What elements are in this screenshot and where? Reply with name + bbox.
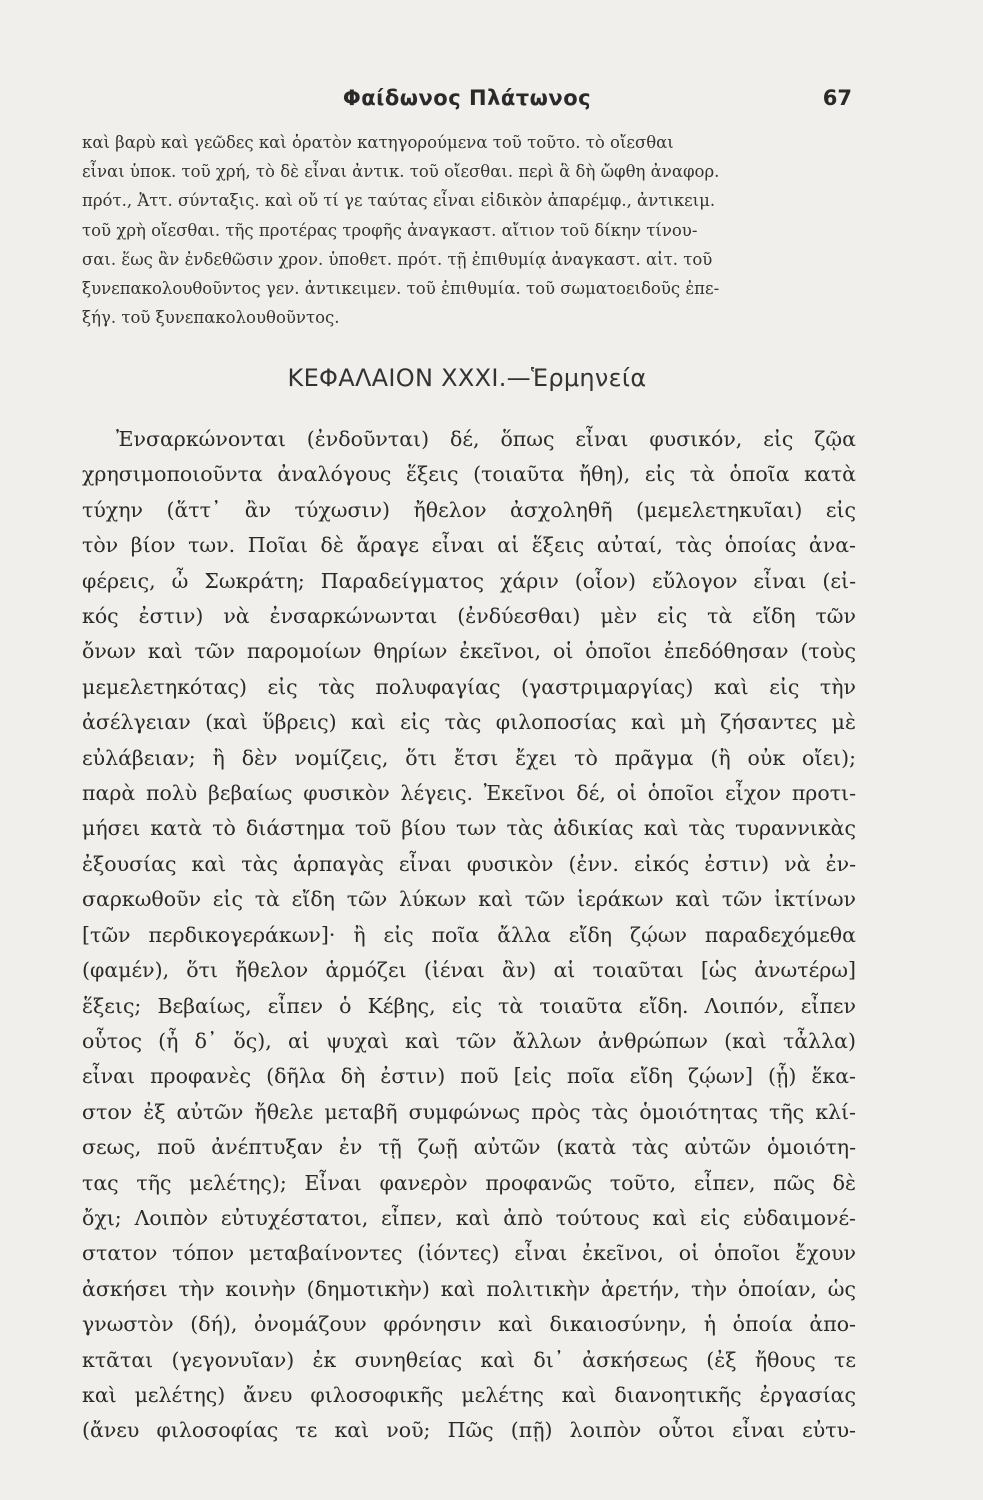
- notes-line: ξυνεπακολουθοῦντος γεν. ἀντικειμεν. τοῦ ἐπιθυμία. τοῦ σωματοειδοῦς ἐπε-: [82, 279, 720, 299]
- chapter-heading: ΚΕΦΑΛΑΙΟΝ XXXI.—Ἑρμηνεία: [287, 364, 647, 392]
- notes-block: [82, 128, 854, 332]
- body-line: καὶ μελέτης) ἄνευ φιλοσοφικῆς μελέτης καὶ διανοητικῆς ἐργασίας: [82, 1382, 856, 1407]
- notes-line: ξήγ. τοῦ ξυνεπακολουθοῦντος.: [82, 308, 340, 328]
- body-line: ἐξουσίας καὶ τὰς ἁρπαγὰς εἶναι φυσικὸν (ἐνν. εἰκός ἐστιν) νὰ ἐν-: [82, 851, 856, 876]
- body-line: οὗτος (ἦ δ᾽ ὅς), αἱ ψυχαὶ καὶ τῶν ἄλλων ἀνθρώπων (καὶ τἆλλα): [82, 1028, 856, 1053]
- page-header: [82, 86, 852, 120]
- body-line: κτᾶται (γεγονυῖαν) ἐκ συνηθείας καὶ δι᾽ ἀσκήσεως (ἐξ ἤθους τε: [82, 1347, 856, 1372]
- body-text: [82, 422, 856, 1449]
- body-line: ἀσκήσει τὴν κοινὴν (δημοτικὴν) καὶ πολιτικὴν ἀρετήν, τὴν ὁποίαν, ὡς: [82, 1276, 856, 1301]
- body-line: ὄνων καὶ τῶν παρομοίων θηρίων ἐκεῖνοι, οἱ ὁποῖοι ἐπεδόθησαν (τοὺς: [82, 639, 856, 664]
- notes-line: πρότ., Ἀττ. σύνταξις. καὶ οὔ τί γε ταύτας εἶναι εἰδικὸν ἀπαρέμφ., ἀντικειμ.: [82, 191, 716, 211]
- body-line: μήσει κατὰ τὸ διάστημα τοῦ βίου των τὰς ἀδικίας καὶ τὰς τυραννικὰς: [82, 816, 856, 841]
- body-line: ἀσέλγειαν (καὶ ὕβρεις) καὶ εἰς τὰς φιλοποσίας καὶ μὴ ζήσαντες μὲ: [82, 710, 856, 735]
- body-line: γνωστὸν (δή), ὀνομάζουν φρόνησιν καὶ δικαιοσύνην, ἡ ὁποία ἀπο-: [82, 1312, 856, 1337]
- page-number: 67: [822, 86, 852, 110]
- body-line: ὄχι; Λοιπὸν εὐτυχέστατοι, εἶπεν, καὶ ἀπὸ τούτους καὶ εἰς εὐδαιμονέ-: [82, 1205, 856, 1230]
- notes-line: εἶναι ὑποκ. τοῦ χρή, τὸ δὲ εἶναι ἀντικ. τοῦ οἴεσθαι. περὶ ἃ δὴ ὤφθη ἀναφορ.: [82, 162, 720, 182]
- body-line: κός ἐστιν) νὰ ἐνσαρκώνωνται (ἐνδύεσθαι) μὲν εἰς τὰ εἴδη τῶν: [82, 604, 856, 629]
- body-line: σεως, ποῦ ἀνέπτυξαν ἐν τῇ ζωῇ αὐτῶν (κατὰ τὰς αὐτῶν ὁμοιότη-: [82, 1135, 856, 1160]
- body-line: τὸν βίον των. Ποῖαι δὲ ἄραγε εἶναι αἱ ἕξεις αὐταί, τὰς ὁποίας ἀνα-: [82, 533, 856, 558]
- body-line: στον ἐξ αὐτῶν ἤθελε μεταβῆ συμφώνως πρὸς τὰς ὁμοιότητας τῆς κλί-: [82, 1099, 856, 1124]
- body-line: Ἐνσαρκώνονται (ἐνδοῦνται) δέ, ὅπως εἶναι φυσικόν, εἰς ζῷα: [116, 427, 856, 451]
- notes-line: τοῦ χρὴ οἴεσθαι. τῆς προτέρας τροφῆς ἀναγκαστ. αἴτιον τοῦ δίκην τίνου-: [82, 220, 698, 240]
- notes-line: σαι. ἕως ἂν ἐνδεθῶσιν χρον. ὑποθετ. πρότ. τῇ ἐπιθυμίᾳ ἀναγκαστ. αἰτ. τοῦ: [82, 249, 713, 269]
- running-title: Φαίδωνος Πλάτωνος: [342, 86, 592, 110]
- body-line: στατον τόπον μεταβαίνοντες (ἰόντες) εἶναι ἐκεῖνοι, οἱ ὁποῖοι ἔχουν: [82, 1241, 856, 1266]
- body-line: [τῶν περδικογεράκων]· ἢ εἰς ποῖα ἄλλα εἴδη ζῴων παραδεχόμεθα: [82, 922, 856, 947]
- notes-line: καὶ βαρὺ καὶ γεῶδες καὶ ὁρατὸν κατηγορούμενα τοῦ τοῦτο. τὸ οἴεσθαι: [82, 133, 674, 152]
- body-line: (ἄνευ φιλοσοφίας τε καὶ νοῦ; Πῶς (πῇ) λοιπὸν οὗτοι εἶναι εὐτυ-: [82, 1418, 856, 1443]
- body-line: ἕξεις; Βεβαίως, εἶπεν ὁ Κέβης, εἰς τὰ τοιαῦτα εἴδη. Λοιπόν, εἶπεν: [82, 993, 856, 1018]
- body-line: σαρκωθοῦν εἰς τὰ εἴδη τῶν λύκων καὶ τῶν ἱεράκων καὶ τῶν ἰκτίνων: [82, 887, 856, 912]
- body-line: τύχην (ἅττ᾽ ἂν τύχωσιν) ἤθελον ἀσχοληθῆ (μεμελετηκυῖαι) εἰς: [82, 497, 856, 522]
- body-line: εἶναι προφανὲς (δῆλα δὴ ἐστιν) ποῦ [εἰς ποῖα εἴδη ζῴων] (ᾗ) ἕκα-: [82, 1064, 856, 1089]
- body-line: μεμελετηκότας) εἰς τὰς πολυφαγίας (γαστριμαργίας) καὶ εἰς τὴν: [82, 674, 856, 699]
- body-line: (φαμέν), ὅτι ἤθελον ἁρμόζει (ἰέναι ἂν) αἱ τοιαῦται [ὡς ἀνωτέρω]: [82, 958, 856, 983]
- body-line: χρησιμοποιοῦντα ἀναλόγους ἕξεις (τοιαῦτα ἤθη), εἰς τὰ ὁποῖα κατὰ: [82, 462, 856, 487]
- body-line: τας τῆς μελέτης); Εἶναι φανερὸν προφανῶς τοῦτο, εἶπεν, πῶς δὲ: [82, 1170, 856, 1195]
- body-line: παρὰ πολὺ βεβαίως φυσικὸν λέγεις. Ἐκεῖνοι δέ, οἱ ὁποῖοι εἶχον προτι-: [82, 781, 856, 806]
- body-line: φέρεις, ὦ Σωκράτη; Παραδείγματος χάριν (οἷον) εὔλογον εἶναι (εἰ-: [82, 568, 856, 593]
- body-line: εὐλάβειαν; ἢ δὲν νομίζεις, ὅτι ἔτσι ἔχει τὸ πρᾶγμα (ἢ οὐκ οἴει);: [82, 745, 856, 770]
